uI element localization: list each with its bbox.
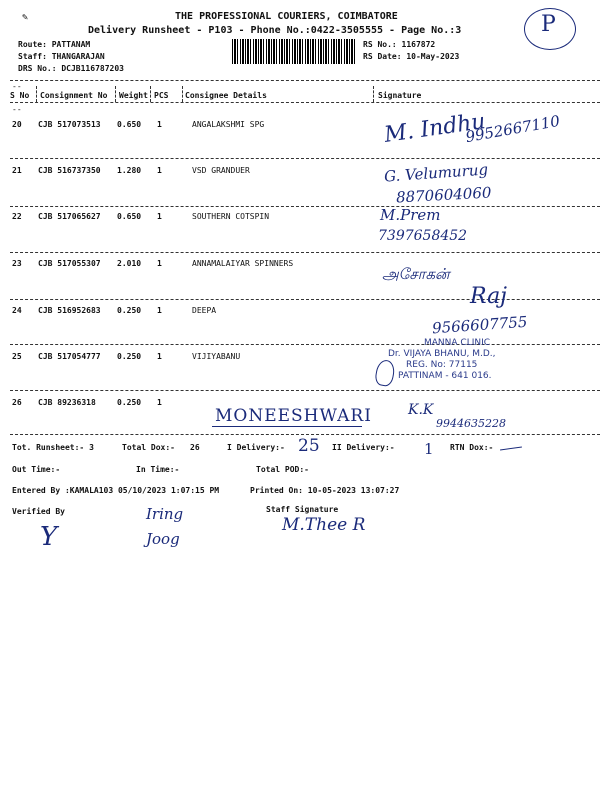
row-pcs: 1 (157, 166, 162, 175)
col-weight: Weight (119, 91, 148, 100)
row-signature: K.K (408, 402, 434, 418)
row-rule (10, 299, 600, 300)
consignee-underline (212, 426, 362, 427)
header-rule-bottom (10, 102, 600, 103)
out-time: Out Time:- (12, 465, 61, 474)
row-consignee: SOUTHERN COTSPIN (192, 212, 270, 221)
row-signature-phone: 9566607755 (431, 312, 528, 338)
col-sep (373, 86, 374, 102)
verified-by-label: Verified By (12, 507, 65, 516)
row-consignee: ANNAMALAIYAR SPINNERS (192, 259, 294, 268)
header-rule-top (10, 80, 600, 81)
table-rule-bottom (10, 434, 600, 435)
row-signature-phone: 9952667110 (464, 111, 562, 147)
entered-by: Entered By :KAMALA103 05/10/2023 1:07:15 PM (12, 486, 220, 495)
total-runsheet: Tot. Runsheet:- 3 (12, 443, 94, 452)
total-dox-label: Total Dox:- (122, 443, 175, 452)
row-sno: 25 (12, 352, 22, 361)
row-weight: 0.250 (117, 306, 142, 315)
ii-delivery-label: II Delivery:- (332, 443, 395, 452)
row-pcs: 1 (157, 212, 162, 221)
staff-signature-label: Staff Signature (266, 505, 339, 514)
row-weight: 2.010 (117, 259, 142, 268)
row-sno: 24 (12, 306, 22, 315)
route-label: Route: PATTANAM (18, 40, 91, 49)
row-consignment: CJB 517054777 (38, 352, 101, 361)
row-pcs: 1 (157, 306, 162, 315)
ii-delivery-value: 1 (424, 440, 434, 458)
row-sno: 26 (12, 398, 22, 407)
rtn-dox-dash (500, 446, 522, 450)
stamp-line: Dr. VIJAYA BHANU, M.D., (388, 349, 496, 359)
row-pcs: 1 (157, 259, 162, 268)
row-sno: 20 (12, 120, 22, 129)
ink-signature: Iring (146, 505, 184, 523)
row-signature-phone: 9944635228 (436, 417, 506, 430)
total-dox-value: 26 (190, 443, 200, 452)
col-pcs: PCS (154, 91, 169, 100)
row-signature: M.Prem (380, 206, 441, 224)
row-weight: 0.650 (117, 120, 142, 129)
row-consignment: CJB 517065627 (38, 212, 101, 221)
row-consignee: DEEPA (192, 306, 217, 315)
verified-signature: Y (40, 522, 58, 552)
tick-mark: -- (12, 82, 22, 91)
row-consignee: MONEESHWARI (215, 406, 372, 426)
stamp-line: MANNA CLINIC (424, 338, 491, 348)
row-consignee: VSD GRANDUER (192, 166, 250, 175)
stamp-line: REG. No: 77115 (406, 360, 478, 370)
ink-signature: Joog (146, 530, 180, 548)
row-signature-phone: 8870604060 (395, 183, 492, 207)
row-rule (10, 158, 600, 159)
row-rule (10, 390, 600, 391)
i-delivery-value: 25 (298, 436, 320, 456)
i-delivery-label: I Delivery:- (227, 443, 285, 452)
scan-mark: ✎ (22, 12, 29, 23)
row-consignment: CJB 89236318 (38, 398, 96, 407)
row-consignee: VIJIYABANU (192, 352, 241, 361)
total-pod: Total POD:- (256, 465, 309, 474)
stamp-line: PATTINAM - 641 016. (398, 371, 492, 381)
row-signature: அசோகன் (382, 265, 450, 283)
row-rule (10, 206, 600, 207)
row-pcs: 1 (157, 120, 162, 129)
row-signature: G. Velumurug (383, 160, 489, 186)
row-sno: 21 (12, 166, 22, 175)
staff-label: Staff: THANGARAJAN (18, 52, 105, 61)
rs-date: RS Date: 10-May-2023 (363, 52, 460, 61)
page-circle-letter: P (541, 12, 556, 37)
col-sep (182, 86, 183, 102)
rtn-dox-label: RTN Dox:- (450, 443, 494, 452)
row-sno: 23 (12, 259, 22, 268)
runsheet-title: Delivery Runsheet - P103 - Phone No.:0422-3505555 - Page No.:3 (88, 25, 462, 36)
row-sno: 22 (12, 212, 22, 221)
clinic-stamp (388, 338, 496, 382)
row-signature-phone: 7397658452 (378, 228, 468, 244)
drs-number: DRS No.: DCJB116787203 (18, 64, 124, 73)
tick-mark: -- (12, 105, 22, 114)
row-rule (10, 344, 600, 345)
col-signature: Signature (378, 91, 422, 100)
row-consignment: CJB 517073513 (38, 120, 101, 129)
row-pcs: 1 (157, 352, 162, 361)
row-signature: Raj (470, 284, 508, 309)
col-consignee: Consignee Details (185, 91, 267, 100)
row-pcs: 1 (157, 398, 162, 407)
row-weight: 1.280 (117, 166, 142, 175)
col-consignment: Consignment No (40, 91, 108, 100)
barcode (232, 39, 357, 64)
row-weight: 0.250 (117, 398, 142, 407)
staff-signature: M.Thee R (282, 515, 366, 535)
printed-on: Printed On: 10-05-2023 13:07:27 (250, 486, 400, 495)
rs-number: RS No.: 1167872 (363, 40, 436, 49)
col-sep (150, 86, 151, 102)
row-rule (10, 252, 600, 253)
row-consignment: CJB 516737350 (38, 166, 101, 175)
col-sno: S No (10, 91, 30, 100)
row-consignee: ANGALAKSHMI SPG (192, 120, 265, 129)
company-name: THE PROFESSIONAL COURIERS, COIMBATORE (175, 11, 398, 22)
row-consignment: CJB 517055307 (38, 259, 101, 268)
row-consignment: CJB 516952683 (38, 306, 101, 315)
col-sep (36, 86, 37, 102)
in-time: In Time:- (136, 465, 180, 474)
row-weight: 0.250 (117, 352, 142, 361)
row-weight: 0.650 (117, 212, 142, 221)
col-sep (115, 86, 116, 102)
row-signature: M. Indhu (382, 109, 488, 148)
